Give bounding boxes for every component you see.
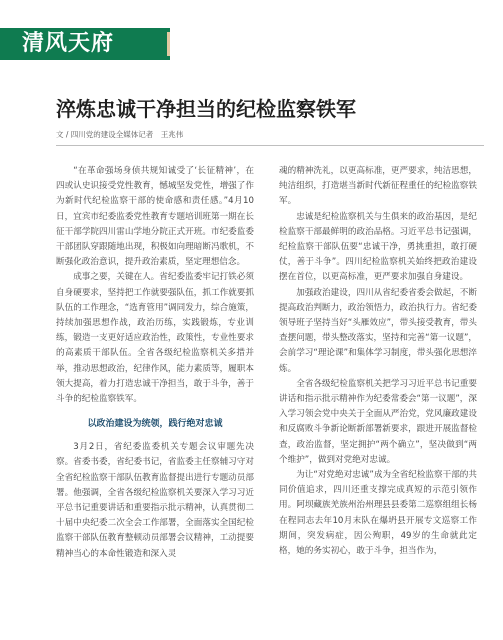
- paragraph: 全省各级纪检监察机关把学习习近平总书记重要讲话和指示批示精神作为纪委常委会“第一议题”，深入学习领会党中央关于全面从严治党，党风廉政建设和反腐败斗争新论断新部署新要求，跟进开展监督检查，政治监督，坚定拥护“两个确立”，坚决做到“两个维护”，做到对党绝对忠诚。: [279, 378, 477, 465]
- paragraph: 加强政治建设，四川从省纪委省委会做起，不断提高政治判断力，政治领悟力，政治执行力。省纪委领导班子坚持当好“头雁效应”，带头接受教育，带头查摆问题，带头整改落实，坚持和完善“第一议题”，会前学习“理论课”和集体学习制度，带头强化思想淬炼。: [279, 287, 477, 374]
- paragraph: 成事之要，关键在人。省纪委监委牢记打铁必须自身硬要求，坚持把工作就要强队伍，抓工作就要抓队伍的工作理念，“选育管用”调同发力，综合施策，持续加强思想作战，政治历练，实践锻炼，专业训练，锻造一支更好适应政治性，政策性，专业性要求的高素质干部队伍。全省各级纪检监察机关多措并举，推动思想政治，纪律作风，能力素质等，履职本领大提高，着力打造忠诚干净担当，敢于斗争，善于斗争的纪检监察铁军。: [56, 272, 254, 405]
- text-column-right: [279, 164, 477, 634]
- article-title: 淬炼忠诚干净担当的纪检监察铁军: [56, 97, 356, 121]
- title-divider: [56, 145, 484, 146]
- section-title: 清风天府: [22, 31, 115, 56]
- section-divider-mark: [167, 32, 170, 56]
- paragraph: 3月2日，省纪委监委机关专题会议审题先决察。省委书委，省纪委书记，省监委主任察辅习守对全省纪检监察干部队伍教育监督提出进行专题动员部署。他强调，全省各级纪检监察机关要深入学习习近平总书记重要讲话和重要指示批示精神，认真贯彻二十届中央纪委二次全会工作部署，全面落实全国纪检监察干部队伍教育整顿动员部署会议精神，工动提要精神当心的本命性锻造和深入灵: [56, 442, 254, 559]
- paragraph: “在革命强场身侦共规知诚受了‘长征精神’，在四或认史识接受党性教育，憾城坚发党性，增强了作为新时代纪检监察干部的使命感和责任感。”4月10日，宜宾市纪委监委党性教育专题培训班第一期在长征干部学院四川雷山学地分院正式开班。市纪委监委干部团队穿跟随地出现，积极如向理暗断冯歌机，不断强化政治意识，提升政治素质，坚定理想信念。: [56, 166, 254, 268]
- paragraph: 忠诚是纪检监察机关与生俱来的政治基因，是纪检监察干部最鲜明的政治品格。习近平总书记强调，纪检监察干部队伍要“忠诚干净，勇挑重担，敢打硬仗，善于斗争”。四川纪检监察机关始终把政治建设摆在首位，以更高标准，更严要求加强自身建设。: [279, 211, 477, 283]
- paragraph: 为让“对党绝对忠诚”成为全省纪检监察干部的共同价值追求，四川还重支撑完成真短的示范引领作用。阿坝藏族羌族州治州理县县委第二巡察组组长杨在程同志去年10月末队在爆坍县开展专文巡察工作期间，突发病症，因公殉职，49岁的生命就此定格，她的务实初心，敢于斗争，担当作为，: [279, 470, 477, 557]
- article-byline: 文 / 四川党的建设全媒体记者 王兆伟: [56, 130, 184, 139]
- section-header: [0, 0, 503, 72]
- section-subheading: 以政治建设为统领，践行绝对忠诚: [87, 419, 223, 430]
- text-column-left: [56, 164, 254, 634]
- paragraph: 魂的精神洗礼，以更高标准，更严要求，纯洁思想，纯洁组织，打造堪当新时代新征程重任的纪检监察铁军。: [279, 166, 477, 207]
